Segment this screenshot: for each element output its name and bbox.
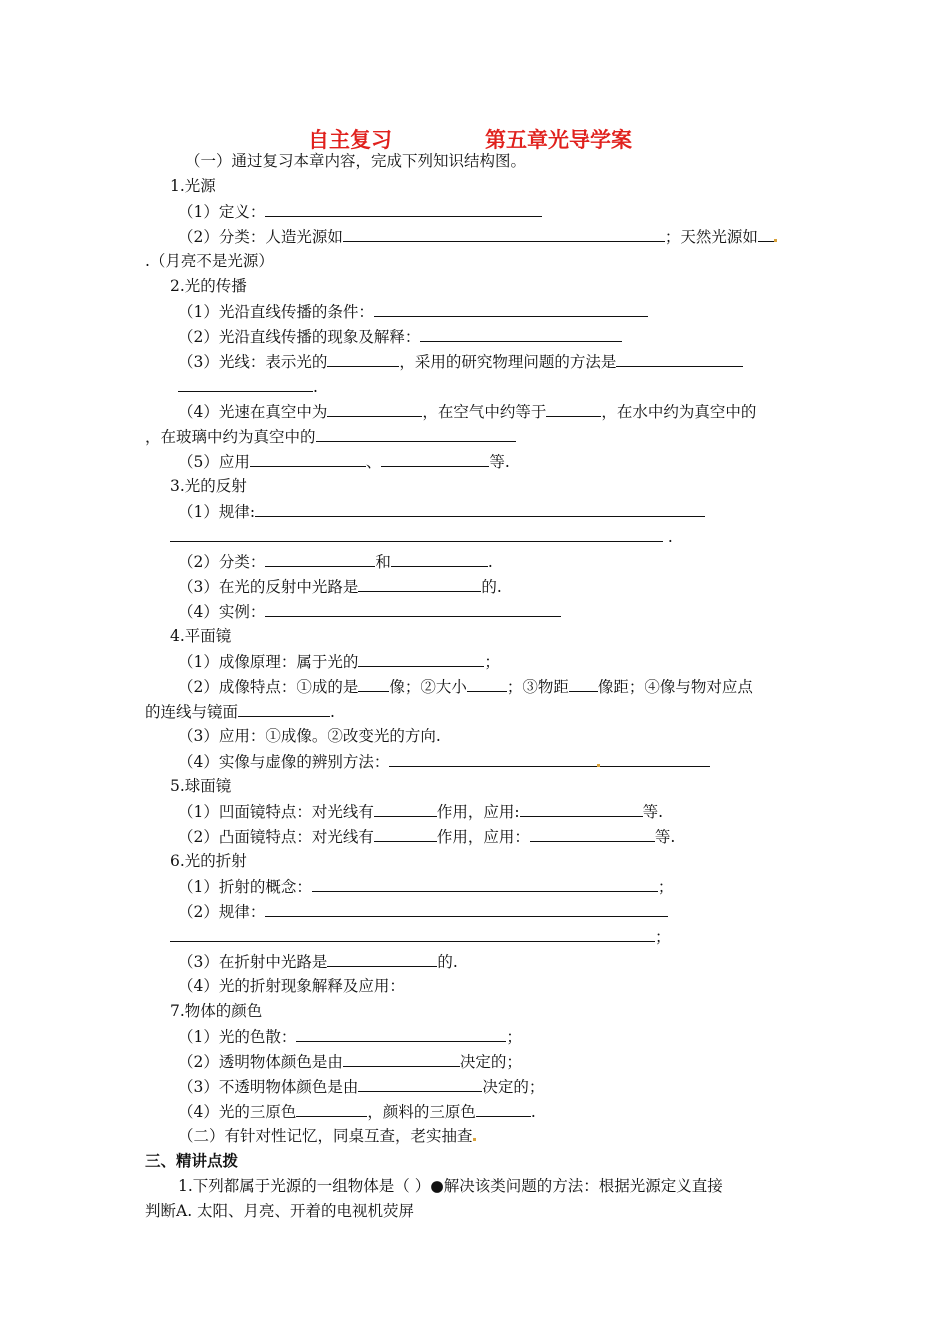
text: （2）分类：人造光源如 <box>178 228 343 246</box>
blank <box>343 225 665 242</box>
line-4-4 <box>178 750 710 773</box>
text: （3）不透明物体颜色是由 <box>178 1078 359 1096</box>
blank <box>343 1050 460 1067</box>
text: 的连线与镜面 <box>145 703 239 721</box>
line-2-1 <box>178 300 648 323</box>
text: 像；②大小 <box>389 678 467 696</box>
section-heading: 三、精讲点拨 <box>145 1152 239 1170</box>
blank <box>170 525 663 542</box>
heading-5: 5.球面镜 <box>170 777 232 795</box>
blank <box>420 325 622 342</box>
intro-line: （一）通过复习本章内容，完成下列知识结构图。 <box>185 152 527 170</box>
blank <box>358 575 481 592</box>
text: 像距；④像与物对应点 <box>597 678 753 696</box>
blank <box>250 450 366 467</box>
text: （1）成像原理：属于光的 <box>178 653 359 671</box>
line-4-2 <box>178 675 753 698</box>
blank <box>546 400 601 417</box>
blank <box>381 450 489 467</box>
text: ； <box>657 878 674 896</box>
text: ，在空气中约等于 <box>422 403 547 421</box>
text: （3）在折射中光路是 <box>178 953 328 971</box>
text: （2）透明物体颜色是由 <box>178 1053 343 1071</box>
line-7-4 <box>178 1100 536 1123</box>
mark-dot <box>774 239 777 242</box>
text: （3）光线：表示光的 <box>178 353 328 371</box>
blank <box>178 375 313 392</box>
text: ； <box>655 928 671 946</box>
blank <box>530 825 655 842</box>
blank <box>358 675 389 692</box>
blank <box>600 750 710 767</box>
text: （1）折射的概念： <box>178 878 312 896</box>
blank <box>327 350 399 367</box>
text: . <box>487 553 493 571</box>
line-2-4 <box>178 400 756 423</box>
text: 等. <box>642 803 664 821</box>
text: （4）实像与虚像的辨别方法： <box>178 753 390 771</box>
text: . <box>313 378 318 396</box>
line-1-2 <box>178 225 777 248</box>
line-3-1 <box>178 500 705 523</box>
text: 作用，应用： <box>436 828 530 846</box>
text: （5）应用 <box>178 453 250 471</box>
blank <box>265 900 668 917</box>
blank <box>391 550 488 567</box>
text: （4）实例： <box>178 603 266 621</box>
text: ，颜料的三原色 <box>367 1103 476 1121</box>
text: （1）光的色散： <box>178 1028 297 1046</box>
text: （2）成像特点：①成的是 <box>178 678 359 696</box>
text: 等. <box>654 828 676 846</box>
blank <box>520 800 643 817</box>
blank <box>758 225 774 242</box>
text: （2）分类： <box>178 553 266 571</box>
title-left: 自主复习 <box>308 128 392 152</box>
blank <box>374 300 648 317</box>
text: . <box>663 528 673 546</box>
question-1-cont: 判断A. 太阳、月亮、开着的电视机荧屏 <box>145 1202 415 1220</box>
text: （2）光沿直线传播的现象及解释： <box>178 328 421 346</box>
line-2-3 <box>178 350 743 373</box>
blank <box>265 200 542 217</box>
question-1: 1.下列都属于光源的一组物体是（ ）●解决该类问题的方法：根据光源定义直接 <box>178 1177 723 1195</box>
line-6-2-cont <box>170 925 671 948</box>
line-4-3: （3）应用：①成像。②改变光的方向. <box>178 727 441 745</box>
line-3-4 <box>178 600 561 623</box>
text: （3）在光的反射中光路是 <box>178 578 359 596</box>
text: （1）定义： <box>178 203 266 221</box>
blank <box>374 825 437 842</box>
blank <box>255 500 705 517</box>
heading-2: 2.光的传播 <box>170 277 247 295</box>
heading-1: 1.光源 <box>170 177 216 195</box>
title-right: 第五章光导学案 <box>485 128 632 152</box>
heading-6: 6.光的折射 <box>170 852 247 870</box>
blank <box>238 700 330 717</box>
text: 作用，应用: <box>436 803 520 821</box>
mark-dot <box>473 1138 476 1141</box>
line-2-3-cont <box>178 375 318 398</box>
text: . <box>330 703 335 721</box>
text: 的. <box>437 953 458 971</box>
blank <box>312 875 658 892</box>
text: （2）规律： <box>178 903 266 921</box>
text: ，在水中约为真空中的 <box>601 403 757 421</box>
blank <box>327 400 422 417</box>
blank <box>389 750 597 767</box>
blank <box>327 950 437 967</box>
line-6-4: （4）光的折射现象解释及应用： <box>178 977 405 995</box>
line-2-5 <box>178 450 510 473</box>
text: （1）规律: <box>178 503 256 521</box>
text: ； <box>506 1028 522 1046</box>
text: （1）光沿直线传播的条件： <box>178 303 374 321</box>
text: ；天然光源如 <box>664 228 758 246</box>
text: （2）凸面镜特点：对光线有 <box>178 828 374 846</box>
text: ；③物距 <box>506 678 569 696</box>
blank <box>265 600 561 617</box>
line-5-1 <box>178 800 663 823</box>
text: 决定的； <box>459 1053 522 1071</box>
blank <box>476 1100 531 1117</box>
heading-7: 7.物体的颜色 <box>170 1002 263 1020</box>
blank <box>265 550 375 567</box>
line-4-1 <box>178 650 500 673</box>
line-3-1-cont <box>170 525 673 548</box>
line-2-4-cont <box>145 425 516 448</box>
blank <box>296 1025 506 1042</box>
text: 等. <box>489 453 510 471</box>
blank <box>170 925 655 942</box>
line-review <box>178 1125 476 1147</box>
blank <box>358 650 484 667</box>
text: 和 <box>375 553 391 571</box>
text: （二）有针对性记忆，同桌互查，老实抽查 <box>178 1127 473 1145</box>
heading-4: 4.平面镜 <box>170 627 232 645</box>
blank <box>316 425 516 442</box>
text: （1）凹面镜特点：对光线有 <box>178 803 374 821</box>
line-7-2 <box>178 1050 522 1073</box>
heading-3: 3.光的反射 <box>170 477 247 495</box>
text: ，采用的研究物理问题的方法是 <box>399 353 617 371</box>
text: 、 <box>365 453 382 471</box>
text: （4）光速在真空中为 <box>178 403 328 421</box>
line-6-2 <box>178 900 668 923</box>
blank <box>467 675 507 692</box>
blank <box>569 675 598 692</box>
blank <box>374 800 437 817</box>
line-2-2 <box>178 325 622 348</box>
line-7-3 <box>178 1075 544 1098</box>
text: 的. <box>481 578 502 596</box>
text: 决定的； <box>482 1078 545 1096</box>
text: ； <box>484 653 500 671</box>
blank <box>358 1075 482 1092</box>
text: （4）光的三原色 <box>178 1103 297 1121</box>
text: . <box>530 1103 536 1121</box>
blank <box>296 1100 367 1117</box>
line-4-2-cont <box>145 700 335 723</box>
line-6-1 <box>178 875 673 898</box>
text: ，在玻璃中约为真空中的 <box>145 428 316 446</box>
line-1-2-cont: .（月亮不是光源） <box>145 252 274 270</box>
blank <box>616 350 743 367</box>
line-3-2 <box>178 550 493 573</box>
line-1-1 <box>178 200 542 223</box>
line-6-3 <box>178 950 458 973</box>
line-7-1 <box>178 1025 522 1048</box>
line-5-2 <box>178 825 675 848</box>
line-3-3 <box>178 575 502 598</box>
